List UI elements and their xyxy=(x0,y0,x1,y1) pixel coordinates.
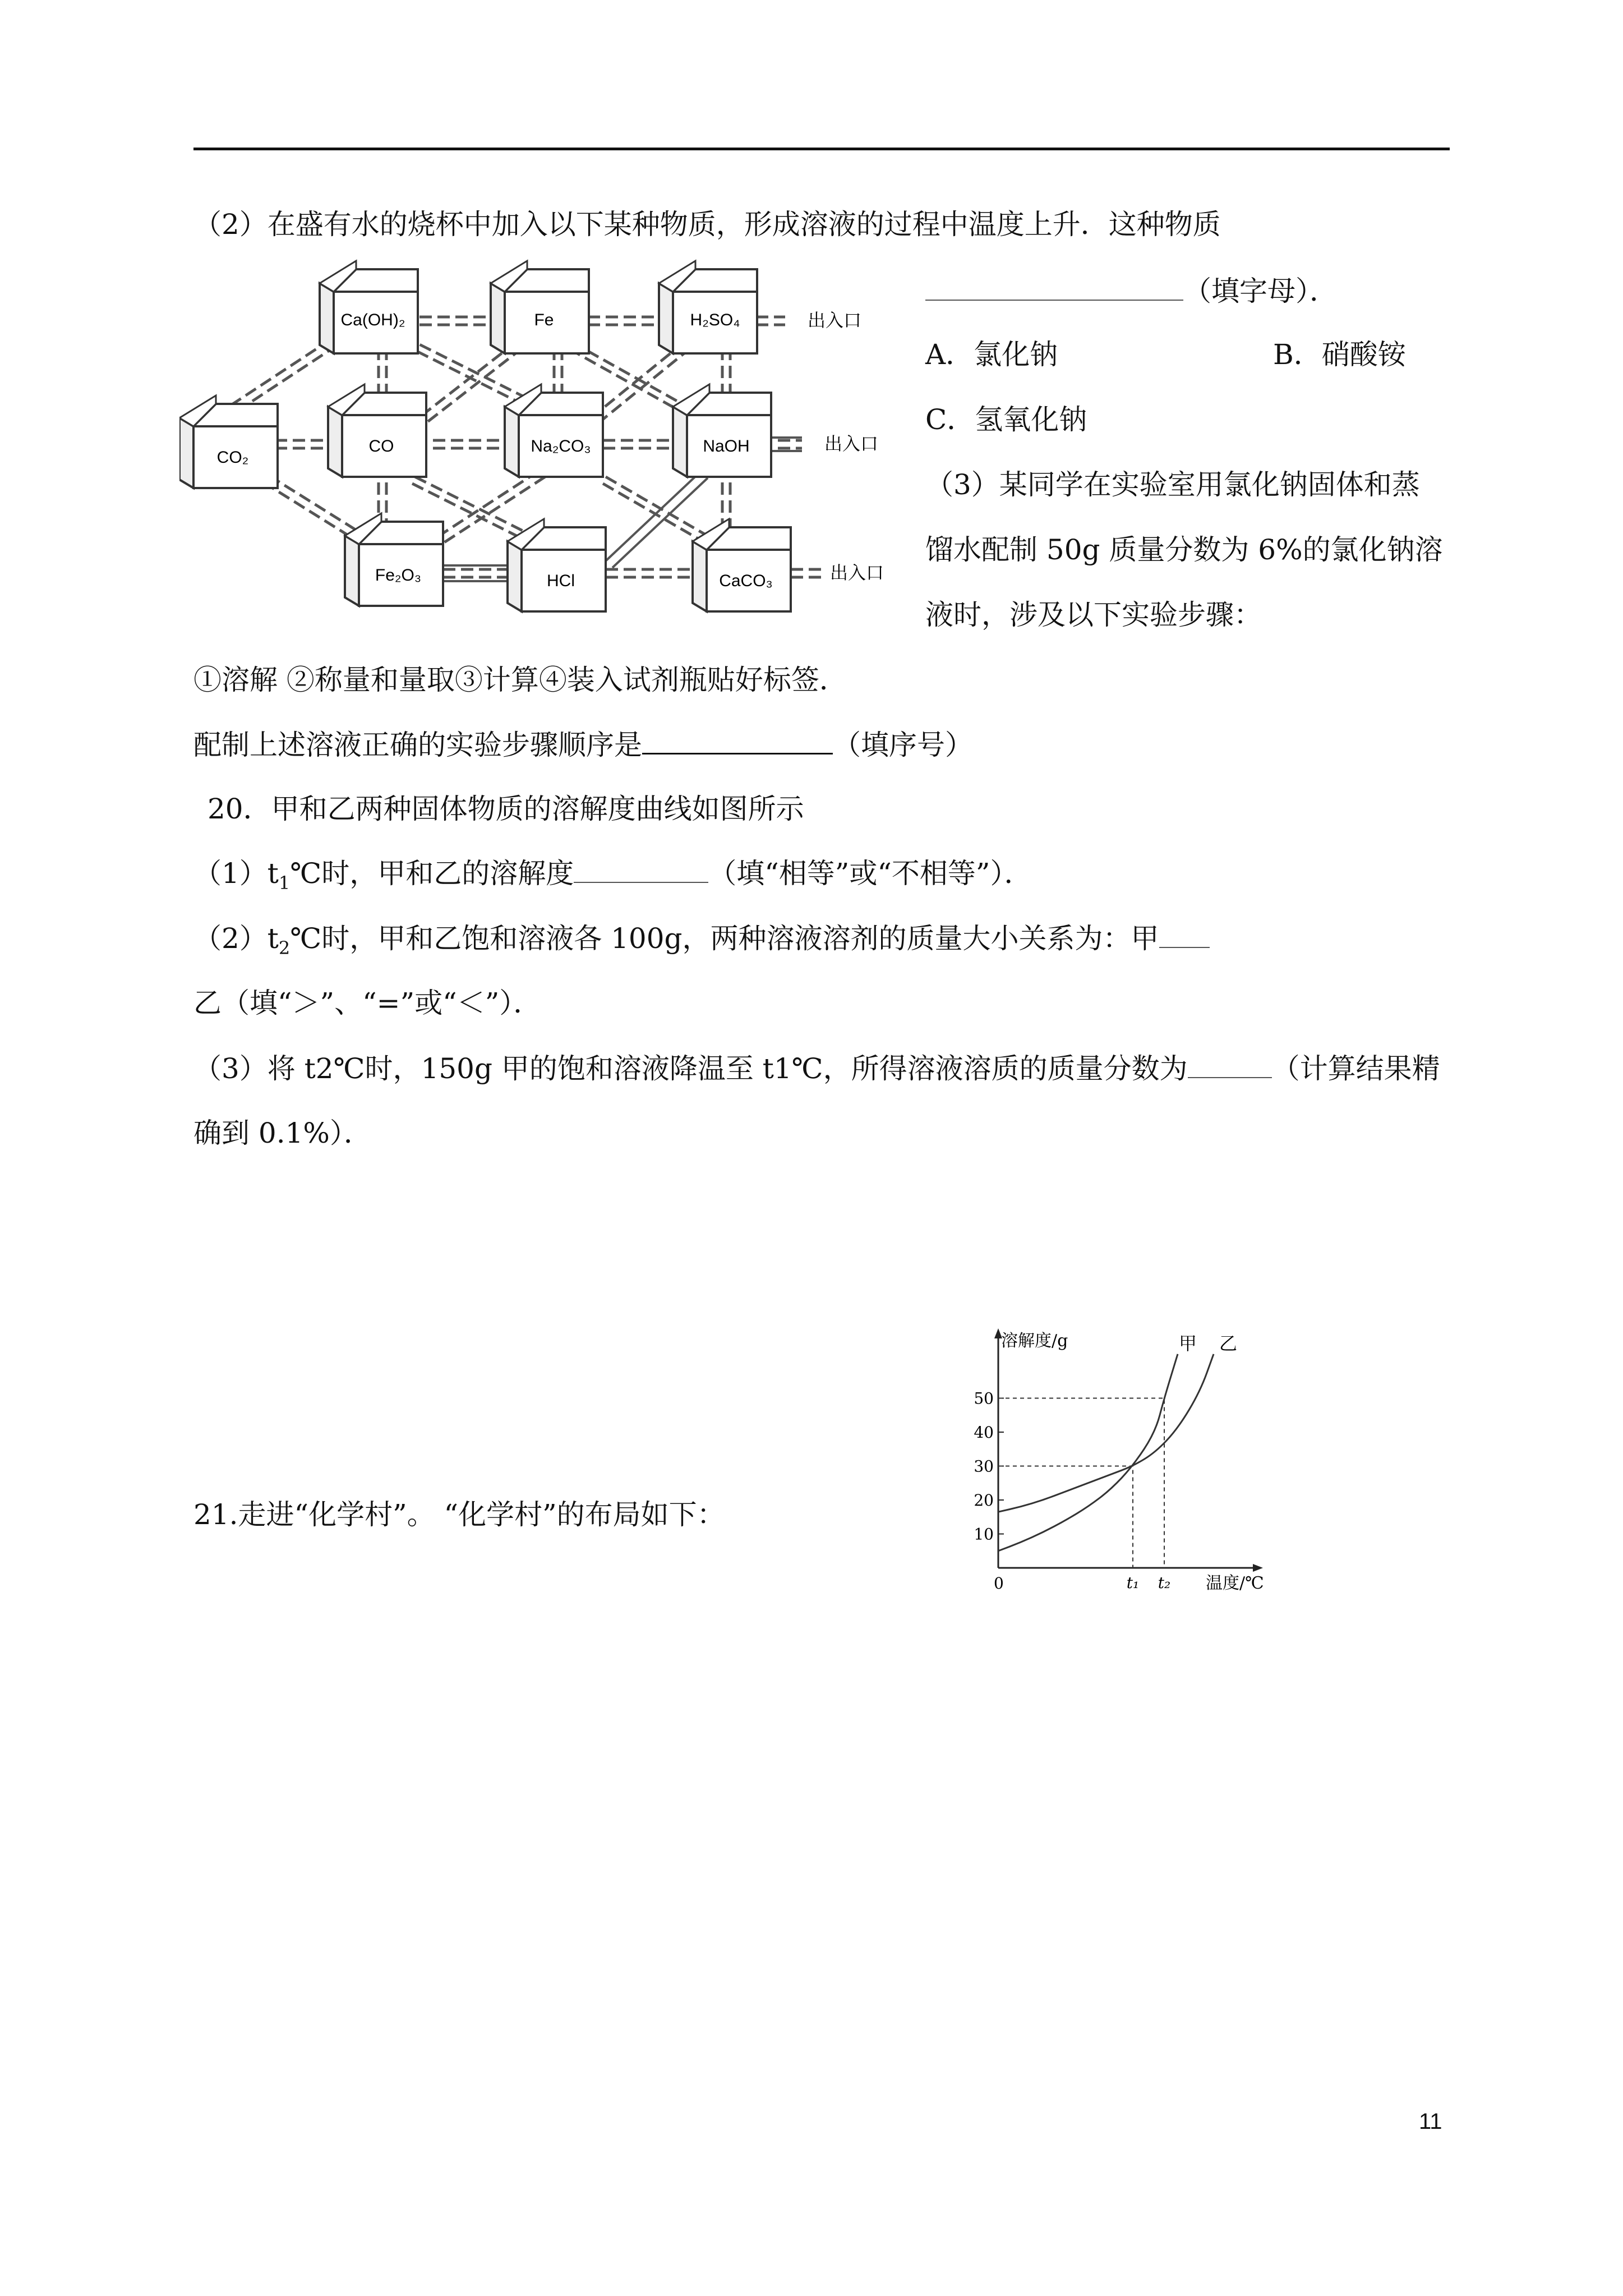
q19-part2-text: （2）在盛有水的烧杯中加入以下某种物质，形成溶液的过程中温度上升．这种物质 xyxy=(193,208,1221,241)
label-fe2o3: Fe₂O₃ xyxy=(375,566,422,585)
x-axis-label: 温度/℃ xyxy=(1206,1573,1264,1593)
series-label-jia: 甲 xyxy=(1179,1332,1197,1354)
x-tick-label-2: t₂ xyxy=(1158,1573,1171,1592)
q20-p3-blank[interactable] xyxy=(1188,1050,1272,1078)
q19-part3-line1: （3）某同学在实验室用氯化钠固体和蒸 xyxy=(925,468,1420,501)
q20-part1 xyxy=(193,855,1032,901)
guide-t2 xyxy=(998,1398,1164,1568)
q20-p2-sub: 2 xyxy=(278,937,291,959)
order-suffix: （填序号） xyxy=(833,729,973,761)
y-tick-label-50: 50 xyxy=(974,1389,994,1408)
y-tick-label-20: 20 xyxy=(974,1491,994,1510)
label-caoh2: Ca(OH)₂ xyxy=(340,311,405,329)
page-number: 11 xyxy=(1419,2109,1442,2134)
q20-p1-blank[interactable] xyxy=(574,855,708,883)
q20-p3-a: （3）将 t2℃时，150g 甲的饱和溶液降温至 t1℃，所得溶液溶质的质量分数为 xyxy=(193,1052,1188,1085)
x-axis-arrow xyxy=(1253,1564,1263,1572)
q20-part2-line2: 乙（填“＞”、“=”或“＜”）． xyxy=(193,987,542,1019)
q19-part2-fill xyxy=(925,273,1338,309)
curve-jia xyxy=(998,1354,1178,1551)
house-co xyxy=(328,384,426,477)
q20-p2-mid: ℃时，甲和乙饱和溶液各 100g，两种溶液溶剂的质量大小关系为：甲 xyxy=(290,922,1159,955)
house-fe xyxy=(491,261,589,353)
q19-order-line xyxy=(193,726,973,763)
option-c: C．氢氧化钠 xyxy=(925,403,1087,436)
q19-part3-line3: 液时，涉及以下实验步骤： xyxy=(925,599,1262,631)
q20-p3-b: （计算结果精 xyxy=(1271,1052,1440,1085)
header-rule xyxy=(193,148,1450,150)
house-fe2o3 xyxy=(345,513,443,606)
order-answer-blank[interactable] xyxy=(642,726,833,754)
label-h2so4: H₂SO₄ xyxy=(690,311,740,329)
house-caco3 xyxy=(693,519,791,611)
fill-hint: （填字母）． xyxy=(1183,275,1338,307)
house-co2 xyxy=(179,395,278,488)
solubility-chart xyxy=(942,1318,1301,1599)
option-a: A．氯化钠 xyxy=(925,338,1058,371)
q20-p1-sub: 1 xyxy=(278,872,291,894)
curve-yi xyxy=(998,1354,1214,1512)
house-na2co3 xyxy=(505,384,603,477)
order-prefix: 配制上述溶液正确的实验步骤顺序是 xyxy=(193,729,642,761)
answer-blank[interactable] xyxy=(925,273,1183,301)
q20-p2-prefix: （2）t xyxy=(193,922,279,955)
exit-label-bottom: 出入口 xyxy=(830,563,884,583)
house-naoh xyxy=(673,384,771,477)
q20-part3-line1 xyxy=(193,1050,1440,1087)
q20-part3-line2: 确到 0.1%）． xyxy=(193,1117,372,1149)
label-na2co3: Na₂CO₃ xyxy=(531,437,591,455)
series-label-yi: 乙 xyxy=(1219,1332,1238,1354)
q20-p2-blank[interactable] xyxy=(1159,920,1210,948)
y-tick-label-10: 10 xyxy=(974,1525,994,1544)
label-naoh: NaOH xyxy=(703,437,750,455)
y-tick-label-40: 40 xyxy=(974,1423,994,1442)
q20-part2 xyxy=(193,920,1210,966)
q20-p1-suffix: （填“相等”或“不相等”）． xyxy=(708,857,1032,890)
guide-t1 xyxy=(998,1466,1133,1568)
q19-steps: ①溶解 ②称量和量取③计算④装入试剂瓶贴好标签． xyxy=(193,664,847,696)
label-caco3: CaCO₃ xyxy=(719,572,773,590)
option-b: B．硝酸铵 xyxy=(1273,338,1406,371)
q19-part3-line2: 馏水配制 50g 质量分数为 6%的氯化钠溶 xyxy=(925,533,1443,566)
q20-title: 20．甲和乙两种固体物质的溶解度曲线如图所示 xyxy=(208,793,804,825)
origin-label: 0 xyxy=(994,1574,1004,1593)
label-co: CO xyxy=(368,437,394,455)
house-hcl xyxy=(508,519,606,611)
label-co2: CO₂ xyxy=(216,448,249,467)
y-tick-label-30: 30 xyxy=(974,1457,994,1476)
q20-p1-mid: ℃时，甲和乙的溶解度 xyxy=(290,857,574,890)
exit-label-middle: 出入口 xyxy=(824,434,879,454)
house-h2so4 xyxy=(659,261,757,353)
chemistry-village-diagram xyxy=(179,258,909,628)
label-hcl: HCl xyxy=(547,572,575,590)
exit-label-top: 出入口 xyxy=(808,310,862,330)
label-fe: Fe xyxy=(534,311,554,329)
q21-text: 21.走进“化学村”。 “化学村”的布局如下： xyxy=(193,1498,725,1531)
x-tick-label-1: t₁ xyxy=(1126,1573,1140,1592)
y-axis-label: 溶解度/g xyxy=(1001,1331,1068,1351)
house-caoh2 xyxy=(320,261,418,353)
q20-p1-prefix: （1）t xyxy=(193,857,279,890)
